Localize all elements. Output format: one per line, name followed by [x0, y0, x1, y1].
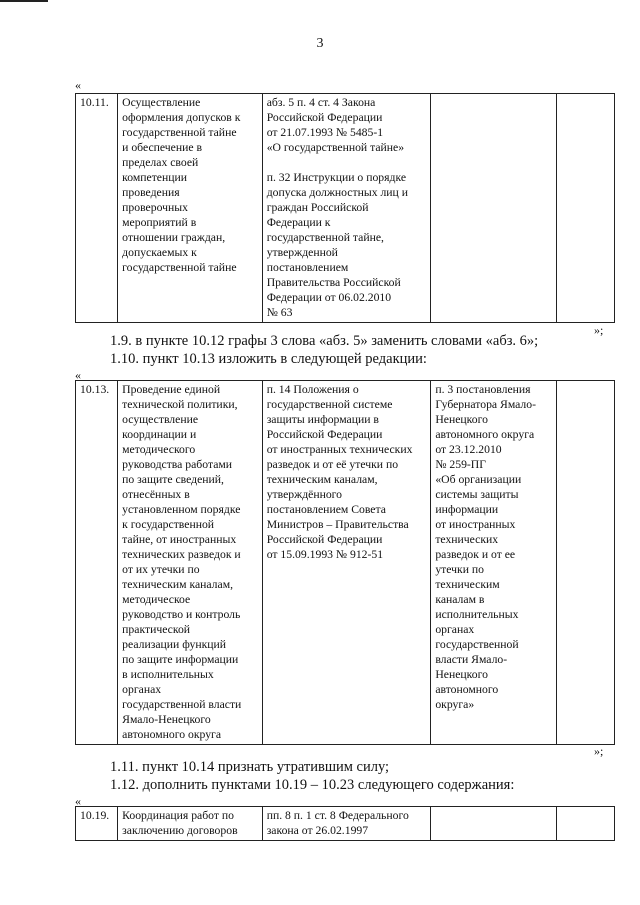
paragraph-1-12: 1.12. дополнить пунктами 10.19 – 10.23 следующего содержания: [110, 777, 515, 793]
table-row [76, 381, 615, 745]
activity-cell [118, 94, 263, 323]
table-row [76, 94, 615, 323]
activity-cell [118, 381, 263, 745]
regional-basis-cell [431, 94, 556, 323]
activity-text: Координация работ по заключению договоров [122, 809, 238, 837]
paragraph-1-10: 1.10. пункт 10.13 изложить в следующей редакции: [110, 351, 427, 367]
item-number: 10.19. [80, 809, 110, 822]
legal-basis-text: п. 14 Положения о государственной системе защиты информации в Российской Федерации от иностранных технических разведок и от её утечки по техническим каналам, утверждённого постановлением Совета Министров – Правительства Российской Федерации от 15.09.1993 № 912-51 [266, 383, 413, 561]
legal-basis-cell [262, 381, 431, 745]
legal-basis-cell [262, 807, 431, 841]
regional-basis-text: п. 3 постановления Губернатора Ямало- Ненецкого автономного округа от 23.12.2010 № 259-ПГ «Об организации системы защиты информации от иностранных технических разведок и от ее утечки по техническим каналам в исполнительных органах государственной власти Ямало- Ненецкого автономного округа» [435, 383, 536, 711]
paragraph-1-11: 1.11. пункт 10.14 признать утратившим силу; [110, 759, 390, 775]
table-item-10-13 [75, 380, 615, 745]
legal-basis-text-2: п. 32 Инструкции о порядке допуска должностных лиц и граждан Российской Федерации к государственной тайне, утвержденной постановлением Правительства Российской Федерации от 06.02.2010 № 63 [266, 171, 408, 319]
opening-quote-mark: « [75, 794, 81, 808]
page-number: 3 [316, 36, 324, 51]
closing-quote-mark: »; [594, 744, 604, 758]
closing-quote-mark: »; [594, 323, 604, 337]
legal-basis-cell [262, 94, 431, 323]
table-item-10-11 [75, 93, 615, 323]
item-number-cell [76, 381, 118, 745]
scan-edge-mark [0, 0, 48, 2]
regional-basis-cell [431, 381, 556, 745]
notes-cell [556, 94, 614, 323]
legal-basis-text: пп. 8 п. 1 ст. 8 Федерального закона от 26.02.1997 [266, 809, 409, 837]
item-number: 10.13. [80, 383, 110, 396]
paragraph-1-9: 1.9. в пункте 10.12 графы 3 слова «абз. 5» заменить словами «абз. 6»; [110, 333, 539, 349]
notes-cell [556, 807, 614, 841]
regional-basis-cell [431, 807, 556, 841]
activity-text: Проведение единой технической политики, осуществление координации и методического руководства работами по защите сведений, отнесённых в установленном порядке к государственной тайне, от иностранных технических разведок и от их утечки по техническим каналам, методическое руководство и контроль практической реализации функций по защите информации в исполнительных органах государственной власти Ямало-Ненецкого автономного округа [122, 383, 242, 741]
item-number: 10.11. [80, 96, 109, 109]
notes-cell [556, 381, 614, 745]
legal-basis-text: абз. 5 п. 4 ст. 4 Закона Российской Федерации от 21.07.1993 № 5485-1 «О государственной тайне» [266, 96, 405, 154]
activity-cell [118, 807, 263, 841]
activity-text: Осуществление оформления допусков к государственной тайне и обеспечение в пределах своей компетенции проведения проверочных мероприятий в отношении граждан, допускаемых к государственной тайне [122, 96, 241, 274]
opening-quote-mark: « [75, 368, 81, 382]
opening-quote-mark: « [75, 78, 81, 92]
item-number-cell [76, 94, 118, 323]
table-row [76, 807, 615, 841]
item-number-cell [76, 807, 118, 841]
table-item-10-19 [75, 806, 615, 841]
